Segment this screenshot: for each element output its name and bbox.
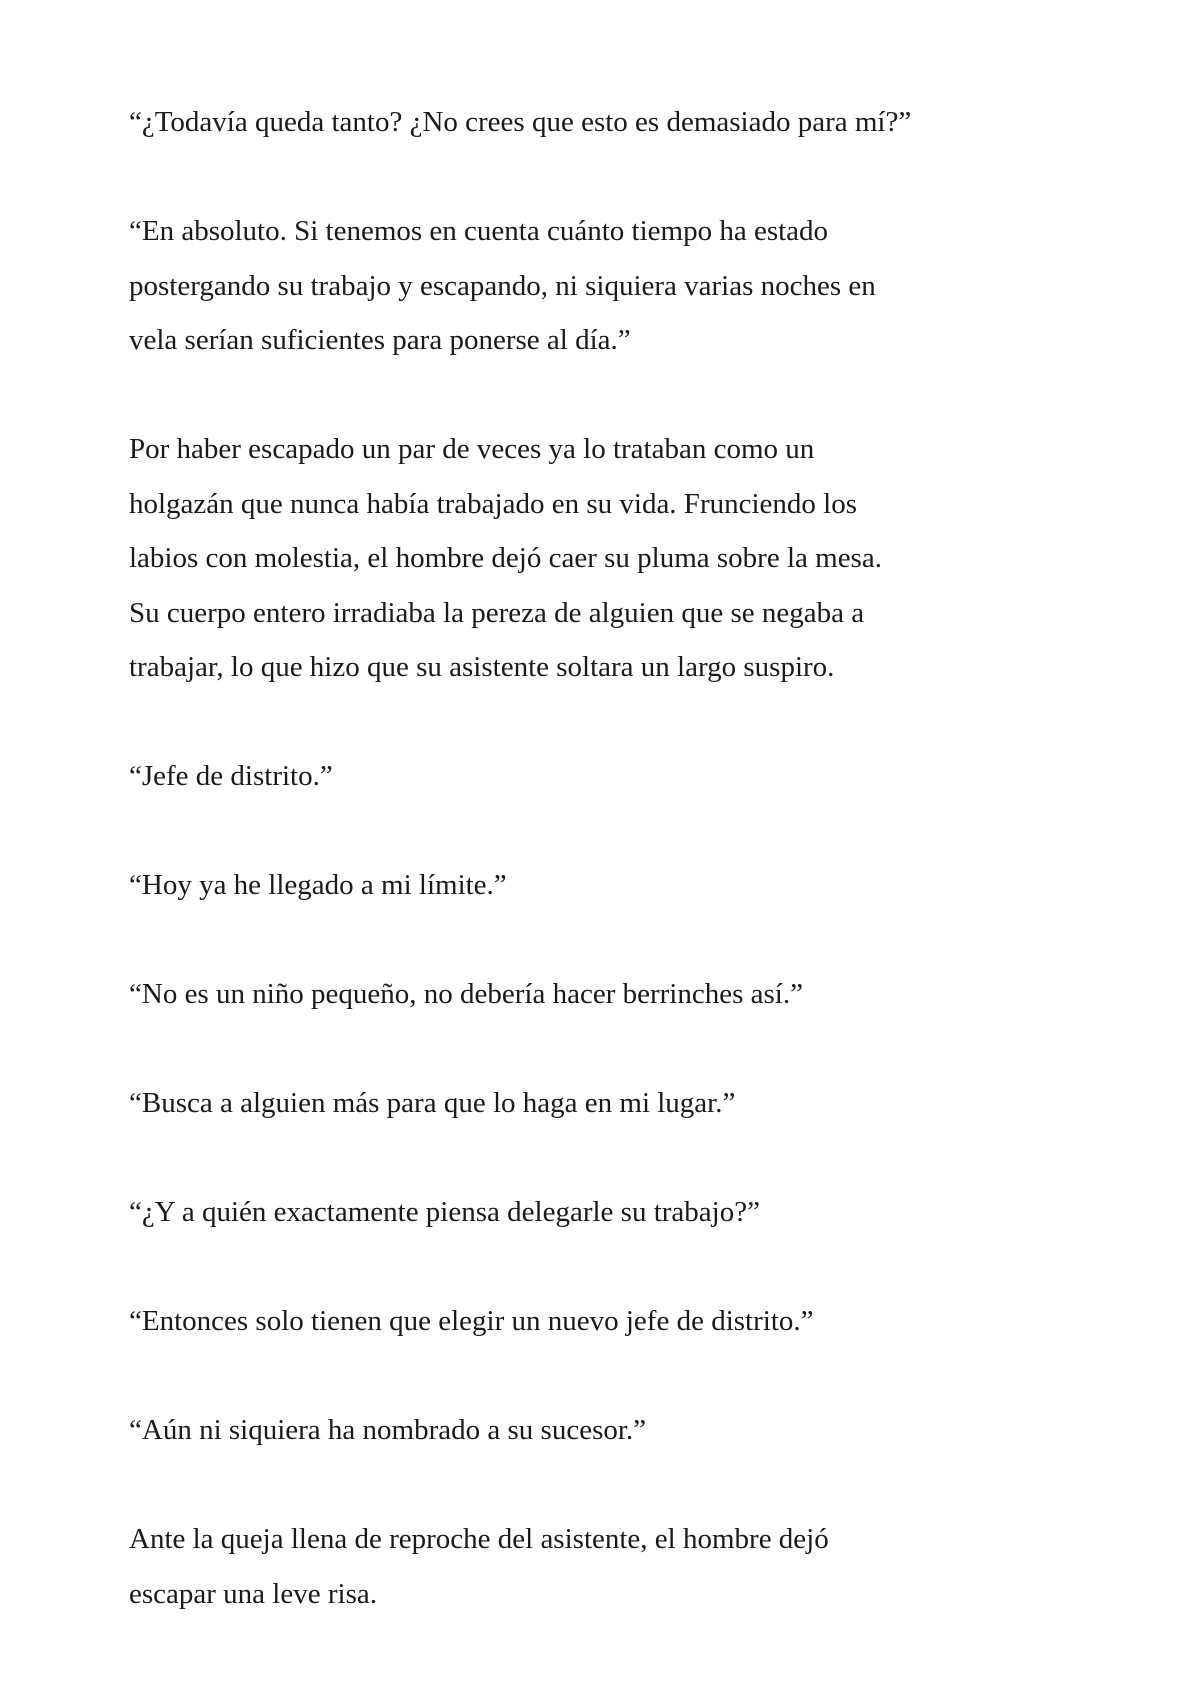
paragraph — [129, 858, 1089, 913]
text-line: Por haber escapado un par de veces ya lo trataban como un — [129, 433, 815, 465]
paragraph — [129, 967, 1089, 1022]
text-line: “Hoy ya he llegado a mi límite.” — [129, 869, 507, 901]
text-line: labios con molestia, el hombre dejó caer su pluma sobre la mesa. — [129, 542, 882, 574]
text-line: Su cuerpo entero irradiaba la pereza de alguien que se negaba a — [129, 596, 865, 629]
text-line: “Busca a alguien más para que lo haga en mi lugar.” — [129, 1087, 736, 1119]
paragraph — [129, 204, 1089, 368]
paragraph — [129, 422, 1089, 695]
text-line: “En absoluto. Si tenemos en cuenta cuánto tiempo ha estado — [129, 215, 829, 247]
text-line: postergando su trabajo y escapando, ni siquiera varias noches en — [129, 269, 876, 302]
paragraph — [129, 1076, 1089, 1131]
text-line: vela serían suficientes para ponerse al día.” — [129, 324, 631, 356]
text-line: “Entonces solo tienen que elegir un nuevo jefe de distrito.” — [129, 1305, 814, 1337]
paragraph — [129, 1403, 1089, 1458]
text-line: trabajar, lo que hizo que su asistente soltara un largo suspiro. — [129, 651, 835, 683]
text-line: “¿Y a quién exactamente piensa delegarle su trabajo?” — [129, 1196, 760, 1228]
paragraph — [129, 1294, 1089, 1349]
text-line: holgazán que nunca había trabajado en su vida. Frunciendo los — [129, 487, 857, 520]
document-page — [129, 95, 1089, 1676]
paragraph — [129, 1512, 1089, 1621]
paragraph — [129, 1185, 1089, 1240]
text-line: Ante la queja llena de reproche del asistente, el hombre dejó — [129, 1523, 829, 1555]
text-line: escapar una leve risa. — [129, 1577, 377, 1610]
paragraph — [129, 95, 1089, 150]
text-line: “¿Todavía queda tanto? ¿No crees que esto es demasiado para mí?” — [129, 106, 912, 138]
text-line: “No es un niño pequeño, no debería hacer berrinches así.” — [129, 978, 803, 1010]
text-line: “Aún ni siquiera ha nombrado a su sucesor.” — [129, 1414, 647, 1446]
text-line: “Jefe de distrito.” — [129, 760, 333, 792]
paragraph — [129, 749, 1089, 804]
